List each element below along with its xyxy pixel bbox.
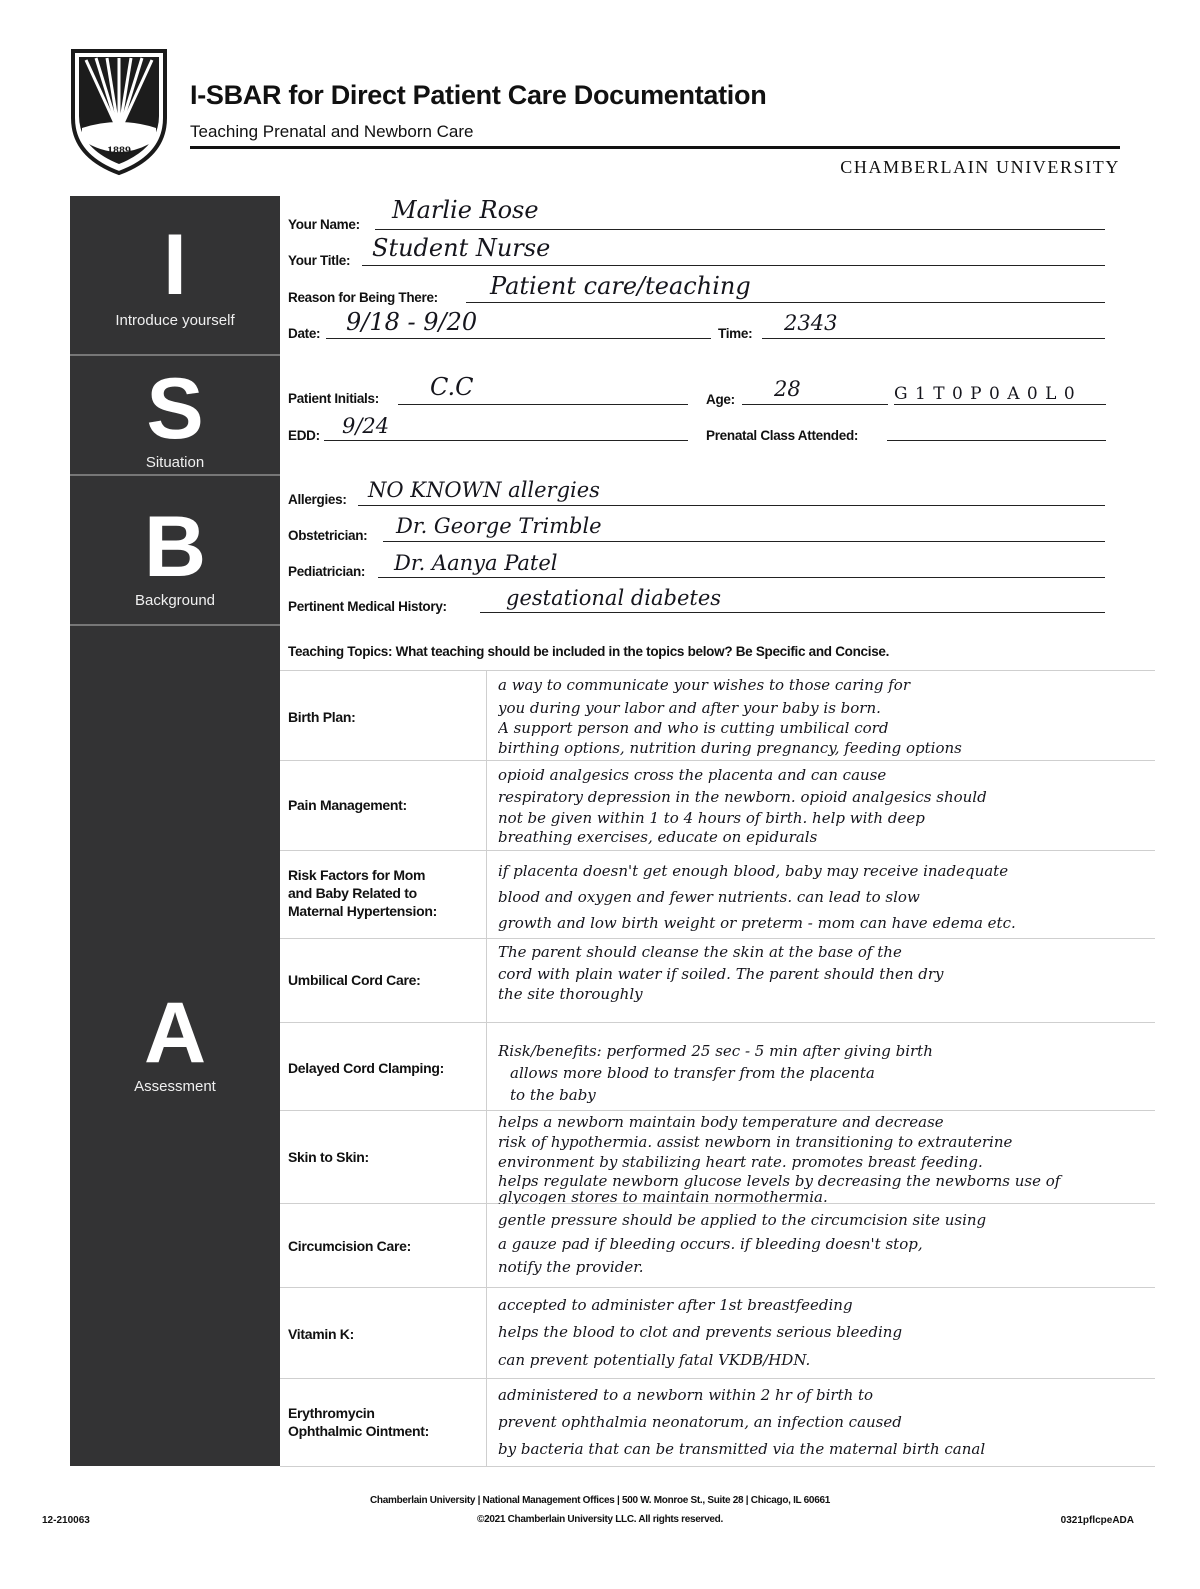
section-label-assessment: Assessment [134, 1078, 216, 1095]
table-row-divider [280, 938, 1155, 939]
answer-line: blood and oxygen and fewer nutrients. can lead to slow [498, 888, 920, 906]
table-row-divider [280, 1022, 1155, 1023]
medical-history-line [480, 612, 1105, 613]
time-label: Time: [718, 326, 753, 341]
section-label-introduce: Introduce yourself [115, 312, 235, 329]
topic-label-birth-plan: Birth Plan: [288, 709, 356, 725]
form-code-right: 0321pflcpeADA [1060, 1515, 1134, 1526]
answer-line: you during your labor and after your baby is born. [498, 699, 881, 717]
age-line [742, 404, 888, 405]
answer-line: prevent ophthalmia neonatorum, an infection caused [498, 1413, 902, 1431]
topic-answer-erythromycin[interactable] [498, 1382, 1158, 1463]
answer-line: administered to a newborn within 2 hr of birth to [498, 1386, 874, 1404]
answer-line: The parent should cleanse the skin at the base of the [498, 943, 902, 961]
table-row-divider [280, 760, 1155, 761]
table-row-divider [280, 670, 1155, 671]
topic-answer-delayed-cord-clamping[interactable] [498, 1040, 1158, 1106]
time-line [762, 338, 1105, 339]
section-letter-b: B [143, 499, 207, 595]
pediatrician-line [378, 577, 1105, 578]
date-line [326, 338, 711, 339]
patient-initials-line [398, 404, 688, 405]
answer-line: a way to communicate your wishes to those caring for [498, 676, 911, 694]
gtpal-value[interactable]: G 1 T 0 P 0 A 0 L 0 [894, 384, 1076, 404]
prenatal-class-label: Prenatal Class Attended: [706, 428, 859, 443]
obstetrician-line [383, 541, 1105, 542]
patient-initials-value[interactable]: C.C [430, 373, 474, 401]
answer-line: growth and low birth weight or preterm - mom can have edema etc. [498, 914, 1016, 932]
section-assessment [70, 626, 280, 1466]
footer-address: Chamberlain University | National Management Offices | 500 W. Monroe St., Suite 28 | Chicago, IL 60661 [370, 1495, 830, 1506]
answer-line: risk of hypothermia. assist newborn in transitioning to extrauterine [498, 1133, 1013, 1151]
section-letter-s: S [146, 361, 204, 457]
topic-answer-umbilical-cord-care[interactable] [498, 940, 1158, 1004]
title-label: Your Title: [288, 253, 351, 268]
section-situation [70, 356, 280, 474]
topic-answer-skin-to-skin[interactable] [498, 1112, 1158, 1204]
topic-answer-risk-factors[interactable] [498, 858, 1158, 936]
name-value[interactable]: Marlie Rose [392, 196, 539, 224]
answer-line: environment by stabilizing heart rate. promotes breast feeding. [498, 1153, 983, 1171]
topic-label-erythromycin: Erythromycin Ophthalmic Ointment: [288, 1405, 430, 1439]
answer-line: not be given within 1 to 4 hours of birth. help with deep [498, 809, 925, 827]
topic-label-pain-management: Pain Management: [288, 797, 407, 813]
answer-line: accepted to administer after 1st breastfeeding [498, 1296, 853, 1314]
answer-line: to the baby [510, 1086, 596, 1104]
answer-line: helps regulate newborn glucose levels by decreasing the newborns use of [498, 1172, 1061, 1190]
answer-line: helps the blood to clot and prevents serious bleeding [498, 1323, 903, 1341]
answer-line: breathing exercises, educate on epidurals [498, 828, 818, 846]
answer-line: allows more blood to transfer from the placenta [510, 1064, 875, 1082]
answer-line: respiratory depression in the newborn. opioid analgesics should [498, 788, 987, 806]
pediatrician-label: Pediatrician: [288, 564, 366, 579]
section-label-background: Background [134, 592, 216, 609]
allergies-line [358, 505, 1105, 506]
document-title: I-SBAR for Direct Patient Care Documentation [190, 80, 767, 110]
table-row-divider [280, 1287, 1155, 1288]
title-value[interactable]: Student Nurse [372, 234, 551, 262]
answer-line: opioid analgesics cross the placenta and can cause [498, 766, 887, 784]
edd-value[interactable]: 9/24 [342, 414, 390, 438]
table-row-divider [280, 850, 1155, 851]
table-column-divider [486, 670, 487, 1466]
topic-label-circumcision-care: Circumcision Care: [288, 1238, 411, 1254]
reason-label: Reason for Being There: [288, 290, 438, 305]
university-name: CHAMBERLAIN UNIVERSITY [840, 157, 1120, 177]
answer-line: A support person and who is cutting umbilical cord [498, 719, 889, 737]
obstetrician-value[interactable]: Dr. George Trimble [396, 514, 602, 538]
answer-line: can prevent potentially fatal VKDB/HDN. [498, 1351, 811, 1369]
answer-line: the site thoroughly [498, 985, 643, 1003]
allergies-label: Allergies: [288, 492, 347, 507]
answer-line: glycogen stores to maintain normothermia. [498, 1190, 828, 1204]
answer-line: helps a newborn maintain body temperature and decrease [498, 1113, 944, 1131]
obstetrician-label: Obstetrician: [288, 528, 368, 543]
medical-history-label: Pertinent Medical History: [288, 599, 447, 614]
section-introduce [70, 196, 280, 354]
topic-label-umbilical-cord-care: Umbilical Cord Care: [288, 972, 421, 988]
footer-copyright: ©2021 Chamberlain University LLC. All rights reserved. [477, 1514, 723, 1525]
date-value[interactable]: 9/18 - 9/20 [346, 308, 478, 336]
age-value[interactable]: 28 [774, 377, 801, 401]
answer-line: gentle pressure should be applied to the circumcision site using [498, 1211, 987, 1229]
answer-line: Risk/benefits: performed 25 sec - 5 min after giving birth [498, 1042, 933, 1060]
answer-line: if placenta doesn't get enough blood, baby may receive inadequate [498, 862, 1009, 880]
section-label-situation: Situation [145, 454, 205, 471]
answer-line: by bacteria that can be transmitted via the maternal birth canal [498, 1440, 986, 1458]
university-crest-logo [70, 48, 168, 176]
form-code-left: 12-210063 [42, 1515, 90, 1526]
edd-line [324, 440, 688, 441]
answer-line: birthing options, nutrition during pregnancy, feeding options [498, 739, 962, 757]
edd-label: EDD: [288, 428, 320, 443]
name-line [375, 229, 1105, 230]
reason-value[interactable]: Patient care/teaching [490, 272, 751, 300]
medical-history-value[interactable]: gestational diabetes [506, 586, 722, 610]
table-row-divider [280, 1110, 1155, 1111]
answer-line: notify the provider. [498, 1258, 644, 1276]
header-rule [190, 146, 1120, 149]
table-row-divider [280, 1378, 1155, 1379]
topic-label-delayed-cord-clamping: Delayed Cord Clamping: [288, 1060, 444, 1076]
section-letter-a: A [143, 985, 207, 1081]
topic-answer-vitamin-k[interactable] [498, 1292, 1158, 1374]
document-subtitle: Teaching Prenatal and Newborn Care [190, 122, 474, 141]
topic-label-skin-to-skin: Skin to Skin: [288, 1149, 369, 1165]
section-background [70, 476, 280, 624]
answer-line: cord with plain water if soiled. The parent should then dry [498, 965, 944, 983]
teaching-topics-heading: Teaching Topics: What teaching should be included in the topics below? Be Specific and Concise. [288, 644, 890, 659]
date-label: Date: [288, 326, 321, 341]
topic-label-vitamin-k: Vitamin K: [288, 1326, 354, 1342]
allergies-value[interactable]: NO KNOWN allergies [368, 478, 600, 502]
topic-label-risk-factors: Risk Factors for Mom and Baby Related to Maternal Hypertension: [288, 867, 437, 919]
reason-line [466, 302, 1105, 303]
age-label: Age: [706, 392, 735, 407]
pediatrician-value[interactable]: Dr. Aanya Patel [394, 551, 558, 575]
patient-initials-label: Patient Initials: [288, 391, 379, 406]
prenatal-class-line [887, 440, 1106, 441]
title-line [362, 265, 1105, 266]
table-row-divider [280, 1466, 1155, 1467]
name-label: Your Name: [288, 217, 360, 232]
gtpal-line [894, 404, 1106, 405]
time-value[interactable]: 2343 [784, 311, 838, 335]
topic-answer-pain-management[interactable] [498, 764, 1158, 846]
topic-answer-birth-plan[interactable] [498, 672, 1158, 758]
section-letter-i: I [163, 217, 187, 313]
topic-answer-circumcision-care[interactable] [498, 1208, 1158, 1278]
logo-year: 1889 [107, 143, 131, 157]
answer-line: a gauze pad if bleeding occurs. if bleeding doesn't stop, [498, 1235, 923, 1253]
